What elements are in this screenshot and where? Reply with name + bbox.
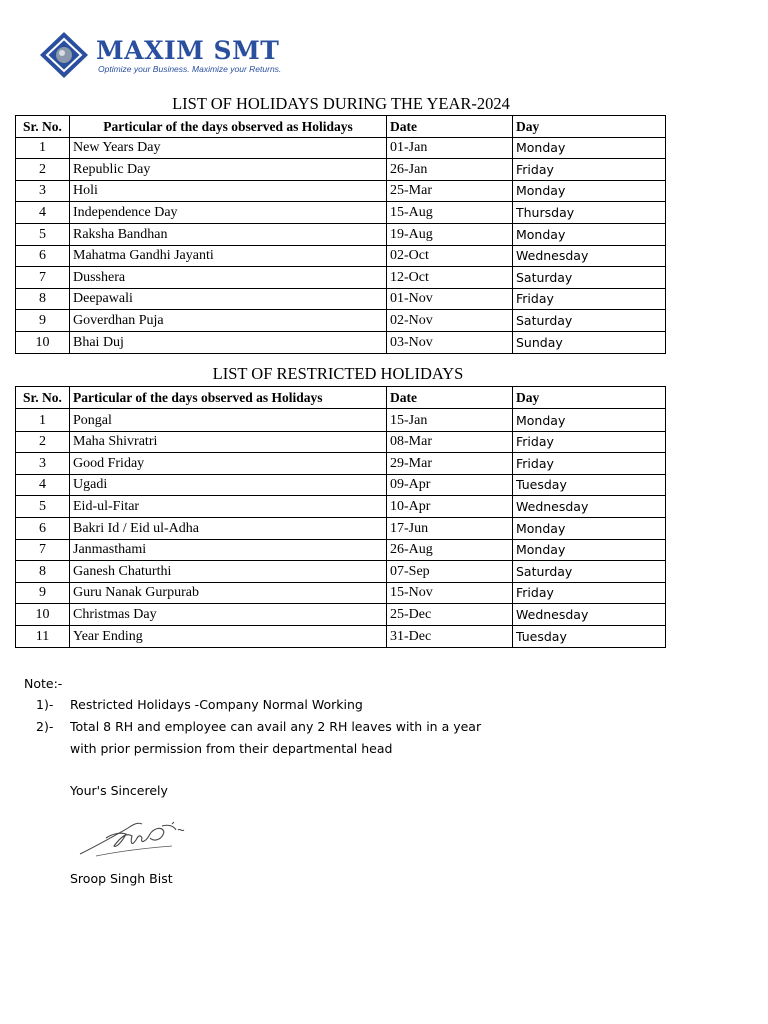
- sr-no-cell: 9: [16, 310, 70, 332]
- column-header-day: Day: [513, 387, 666, 409]
- column-header-sr-no: Sr. No.: [16, 387, 70, 409]
- holiday-name-cell: Maha Shivratri: [70, 431, 387, 453]
- sr-no-cell: 9: [16, 582, 70, 604]
- holiday-name-cell: Year Ending: [70, 625, 387, 647]
- sr-no-cell: 3: [16, 453, 70, 475]
- sr-no-cell: 5: [16, 496, 70, 518]
- column-header-sr-no: Sr. No.: [16, 116, 70, 138]
- holiday-name-cell: Republic Day: [70, 159, 387, 181]
- holiday-name-cell: Goverdhan Puja: [70, 310, 387, 332]
- day-cell: Friday: [513, 431, 666, 453]
- sr-no-cell: 2: [16, 431, 70, 453]
- day-cell: Monday: [513, 223, 666, 245]
- holiday-name-cell: New Years Day: [70, 137, 387, 159]
- date-cell: 02-Oct: [387, 245, 513, 267]
- date-cell: 07-Sep: [387, 561, 513, 583]
- day-cell: Tuesday: [513, 625, 666, 647]
- day-cell: Thursday: [513, 202, 666, 224]
- note-heading: Note:-: [24, 676, 63, 691]
- sr-no-cell: 10: [16, 604, 70, 626]
- date-cell: 10-Apr: [387, 496, 513, 518]
- day-cell: Friday: [513, 159, 666, 181]
- sr-no-cell: 6: [16, 245, 70, 267]
- date-cell: 02-Nov: [387, 310, 513, 332]
- date-cell: 15-Aug: [387, 202, 513, 224]
- date-cell: 03-Nov: [387, 331, 513, 353]
- date-cell: 09-Apr: [387, 474, 513, 496]
- date-cell: 08-Mar: [387, 431, 513, 453]
- column-header-date: Date: [387, 116, 513, 138]
- holiday-name-cell: Ganesh Chaturthi: [70, 561, 387, 583]
- day-cell: Sunday: [513, 331, 666, 353]
- day-cell: Wednesday: [513, 245, 666, 267]
- column-header-day: Day: [513, 116, 666, 138]
- holiday-name-cell: Deepawali: [70, 288, 387, 310]
- holidays-title: LIST OF HOLIDAYS DURING THE YEAR-2024: [172, 94, 510, 113]
- day-cell: Monday: [513, 180, 666, 202]
- handwritten-signature: [76, 812, 196, 864]
- date-cell: 25-Dec: [387, 604, 513, 626]
- column-header-date: Date: [387, 387, 513, 409]
- day-cell: Friday: [513, 582, 666, 604]
- note-text: with prior permission from their departmental head: [70, 741, 393, 756]
- day-cell: Monday: [513, 137, 666, 159]
- holiday-name-cell: Eid-ul-Fitar: [70, 496, 387, 518]
- sr-no-cell: 4: [16, 202, 70, 224]
- column-header-particular: Particular of the days observed as Holidays: [70, 116, 387, 138]
- sr-no-cell: 8: [16, 561, 70, 583]
- day-cell: Saturday: [513, 310, 666, 332]
- sr-no-cell: 11: [16, 625, 70, 647]
- note-number: 1)-: [36, 697, 54, 712]
- date-cell: 01-Nov: [387, 288, 513, 310]
- brand-name: MAXIM SMT: [96, 36, 280, 65]
- holiday-name-cell: Raksha Bandhan: [70, 223, 387, 245]
- signer-name: Sroop Singh Bist: [70, 871, 173, 886]
- sr-no-cell: 4: [16, 474, 70, 496]
- sr-no-cell: 2: [16, 159, 70, 181]
- holiday-name-cell: Good Friday: [70, 453, 387, 475]
- date-cell: 01-Jan: [387, 137, 513, 159]
- holiday-name-cell: Pongal: [70, 408, 387, 431]
- sr-no-cell: 7: [16, 267, 70, 289]
- date-cell: 17-Jun: [387, 517, 513, 539]
- date-cell: 31-Dec: [387, 625, 513, 647]
- note-text: Total 8 RH and employee can avail any 2 RH leaves with in a year: [70, 719, 482, 734]
- sr-no-cell: 7: [16, 539, 70, 561]
- day-cell: Saturday: [513, 561, 666, 583]
- holiday-name-cell: Janmasthami: [70, 539, 387, 561]
- sr-no-cell: 5: [16, 223, 70, 245]
- brand-tagline: Optimize your Business. Maximize your Returns.: [98, 64, 282, 74]
- closing-text: Your's Sincerely: [70, 783, 168, 798]
- sr-no-cell: 6: [16, 517, 70, 539]
- column-header-particular: Particular of the days observed as Holidays: [70, 387, 387, 409]
- restricted-holidays-title: LIST OF RESTRICTED HOLIDAYS: [212, 364, 464, 383]
- sr-no-cell: 10: [16, 331, 70, 353]
- holiday-name-cell: Guru Nanak Gurpurab: [70, 582, 387, 604]
- date-cell: 19-Aug: [387, 223, 513, 245]
- sr-no-cell: 3: [16, 180, 70, 202]
- date-cell: 25-Mar: [387, 180, 513, 202]
- date-cell: 26-Aug: [387, 539, 513, 561]
- date-cell: 15-Nov: [387, 582, 513, 604]
- day-cell: Wednesday: [513, 496, 666, 518]
- date-cell: 12-Oct: [387, 267, 513, 289]
- holiday-name-cell: Bakri Id / Eid ul-Adha: [70, 517, 387, 539]
- holiday-name-cell: Ugadi: [70, 474, 387, 496]
- day-cell: Monday: [513, 539, 666, 561]
- day-cell: Tuesday: [513, 474, 666, 496]
- day-cell: Friday: [513, 288, 666, 310]
- holiday-name-cell: Independence Day: [70, 202, 387, 224]
- note-text: Restricted Holidays -Company Normal Working: [70, 697, 363, 712]
- day-cell: Monday: [513, 408, 666, 431]
- holiday-name-cell: Mahatma Gandhi Jayanti: [70, 245, 387, 267]
- day-cell: Saturday: [513, 267, 666, 289]
- day-cell: Friday: [513, 453, 666, 475]
- day-cell: Wednesday: [513, 604, 666, 626]
- sr-no-cell: 1: [16, 137, 70, 159]
- date-cell: 26-Jan: [387, 159, 513, 181]
- note-number: 2)-: [36, 719, 54, 734]
- sr-no-cell: 1: [16, 408, 70, 431]
- date-cell: 29-Mar: [387, 453, 513, 475]
- sr-no-cell: 8: [16, 288, 70, 310]
- holiday-name-cell: Dusshera: [70, 267, 387, 289]
- holiday-name-cell: Holi: [70, 180, 387, 202]
- holiday-name-cell: Christmas Day: [70, 604, 387, 626]
- holiday-name-cell: Bhai Duj: [70, 331, 387, 353]
- date-cell: 15-Jan: [387, 408, 513, 431]
- day-cell: Monday: [513, 517, 666, 539]
